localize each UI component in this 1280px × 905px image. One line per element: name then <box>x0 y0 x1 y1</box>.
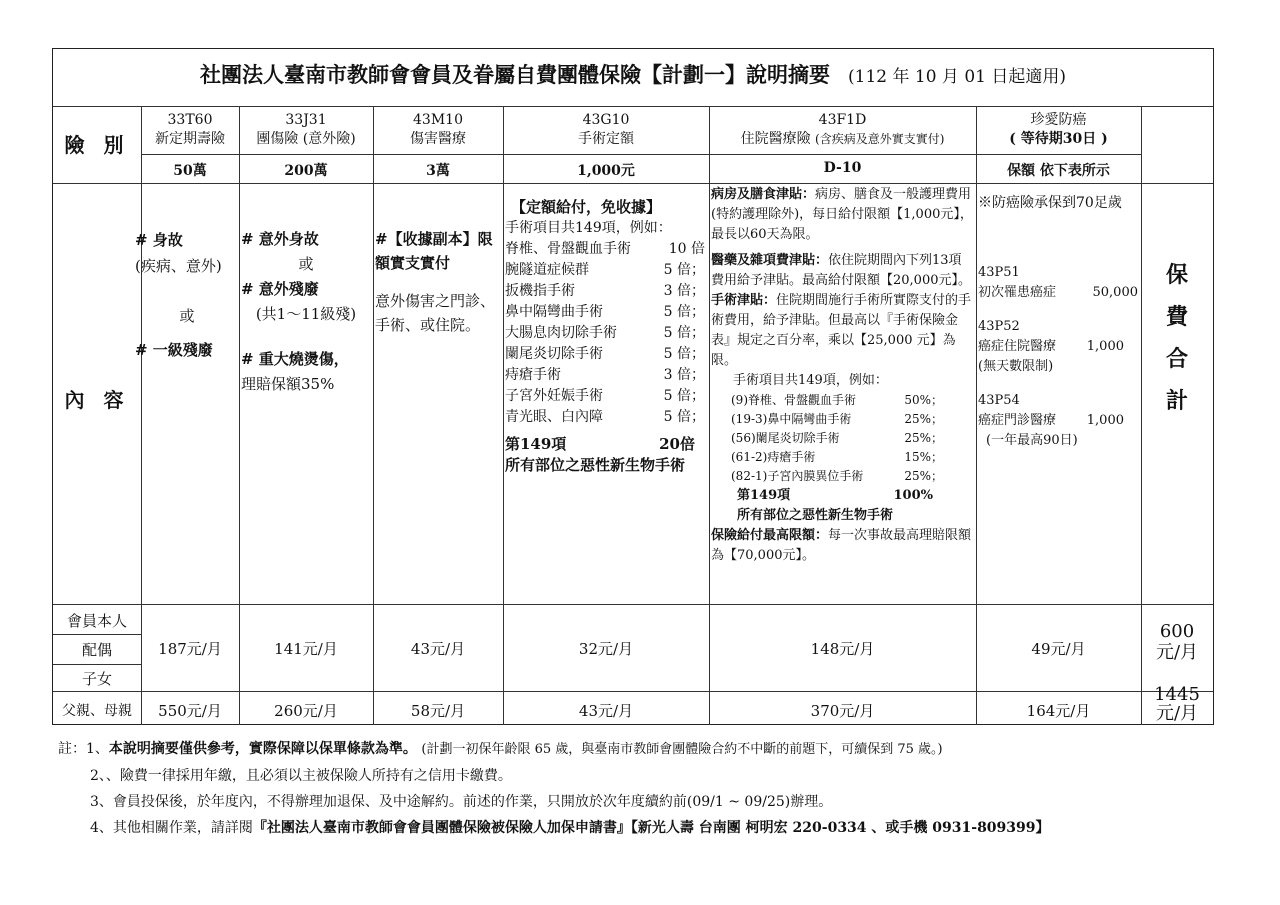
member-price-43m10: 43元/月 <box>410 640 466 658</box>
parent-label: 父親、母親 <box>62 703 132 719</box>
content-label: 內 容 <box>64 388 130 412</box>
member-price-43f1d: 148元/月 <box>810 640 875 658</box>
surgery-item: 腕隧道症候群 5 倍； <box>505 262 705 278</box>
amount-43m10: 3萬 <box>426 163 450 179</box>
member-price-33t60: 187元/月 <box>158 640 222 658</box>
column-header-33j31: 33J31 團傷險 (意外險) <box>256 112 356 147</box>
column-header-43m10: 43M10 傷害醫療 <box>410 112 466 147</box>
col3-content: #【收據副本】限額實支實付 意外傷害之門診、手術、或住院。 <box>375 230 496 334</box>
amount-33t60: 50萬 <box>173 163 207 179</box>
effective-date: (112 年 10 月 01 日起適用) <box>848 67 1066 87</box>
member-label-self: 會員本人 <box>66 612 127 630</box>
amount-cancer: 保額 依下表所示 <box>1007 163 1110 179</box>
surgery-item: 闌尾炎切除手術 5 倍； <box>505 346 705 362</box>
surgery-item: 子宮外妊娠手術 5 倍； <box>505 388 705 404</box>
col6-content: ※防癌險承保到70足歲 43P51 初次罹患癌症 50,000 43P52 癌症住院醫療 1,000 (無天數限制) 43P54 癌症門診醫療 1,000 (一年最高90日) <box>978 195 1138 448</box>
category-label: 險 別 <box>64 133 130 157</box>
total-label: 保 費 合 計 <box>1165 262 1188 414</box>
surgery-item: 青光眼、白內障 5 倍； <box>505 409 705 425</box>
note-1: 註：1、本說明摘要僅供參考，實際保障以保單條款為準。 (計劃一初保年齡限 65 歲，與臺南市教師會團體險合約不中斷的前題下，可續保到 75 歲。) <box>58 741 943 757</box>
surgery-item: 脊椎、骨盤觀血手術 10 倍 <box>505 241 705 257</box>
parent-price-33t60: 550元/月 <box>158 702 222 720</box>
member-total: 600 元/月 <box>1155 621 1199 663</box>
amount-43g10: 1,000元 <box>577 163 635 179</box>
amount-43f1d: D-10 <box>823 160 862 176</box>
member-label-spouse: 配偶 <box>81 641 112 659</box>
col1-content: # 身故 (疾病、意外) 或 # 一級殘廢 <box>135 231 222 359</box>
parent-price-43f1d: 370元/月 <box>810 702 875 720</box>
parent-total: 1445 元/月 <box>1154 684 1200 724</box>
note-2: 2、、險費一律採用年繳，且必須以主被保險人所持有之信用卡繳費。 <box>90 768 512 784</box>
member-price-cancer: 49元/月 <box>1031 640 1086 658</box>
amount-33j31: 200萬 <box>284 163 328 179</box>
page-title <box>53 59 1213 89</box>
member-label-children: 子女 <box>81 670 112 688</box>
column-header-cancer: 珍愛防癌 ( 等待期30日 ) <box>1009 112 1108 147</box>
member-price-43g10: 32元/月 <box>578 640 634 658</box>
parent-price-33j31: 260元/月 <box>274 702 338 720</box>
note-3: 3、會員投保後，於年度內，不得辦理加退保、及中途解約。前述的作業，只開放於次年度續約前(09/1 ~ 09/25)辦理。 <box>90 794 833 810</box>
surgery-item: 鼻中隔彎曲手術 5 倍； <box>505 304 705 320</box>
column-header-43g10: 43G10 手術定額 <box>578 112 634 147</box>
title-main: 社團法人臺南市教師會會員及眷屬自費團體保險【計劃一】說明摘要 <box>200 62 830 87</box>
parent-price-43g10: 43元/月 <box>578 702 634 720</box>
col2-content: # 意外身故 或 # 意外殘廢 (共1～11級殘) # 重大燒燙傷， 理賠保額35% <box>241 230 357 393</box>
insurance-summary-table <box>52 48 1214 725</box>
note-4: 4、其他相關作業，請詳閱『社團法人臺南市教師會會員團體保險被保險人加保申請書』【新光人壽 台南團 柯明宏 220-0334 、或手機 0931-809399】 <box>90 820 1050 836</box>
col5-content: 病房及膳食津貼：病房、膳食及一般護理費用(特約護理除外)，每日給付限額【1,000元】，最長以60天為限。 醫藥及雜項費津貼：依住院期間內下列13項費用給予津貼。最高給付限額【20,000元】。 手術津貼：住院期間施行手術所實際支付的手術費用，給予津貼。但最高以『手術保險金表』規定之百分率，乘以【25,000 元】為限。 手術項目共149項，例如： (9)脊椎、骨盤觀血手術 50%； (19-3)鼻中隔彎曲手術 25%； (56)闌尾炎切除手術 25%； (61-2)痔瘡手術 15%； (82-1)子宮內膜異位手術 25%； 第149項 100% 所有部位之惡性新生物手術 保險給付最高限額：每一次事故最高理賠限額為【70,000元】。 <box>711 187 973 563</box>
footnotes <box>58 736 1238 841</box>
parent-price-43m10: 58元/月 <box>410 702 466 720</box>
parent-price-cancer: 164元/月 <box>1026 702 1091 720</box>
col4-content: 【定額給付，免收據】 手術項目共149項，例如： 脊椎、骨盤觀血手術 10 倍 腕隧道症候群 5 倍； 扳機指手術 3 倍； 鼻中隔彎曲手術 5 倍； 大腸息肉切除手術 5 倍； 闌尾炎切除手術 5 倍； 痔瘡手術 3 倍； 子宮外妊娠手術 5 倍； 青光眼、白內障 5 倍； 第149項 20倍 所有部位之惡性新生物手術 <box>505 198 705 474</box>
surgery-item: 扳機指手術 3 倍； <box>505 283 705 299</box>
surgery-item: 痔瘡手術 3 倍； <box>505 367 705 383</box>
surgery-item: 大腸息肉切除手術 5 倍； <box>505 325 705 341</box>
column-header-43f1d: 43F1D 住院醫療險 (含疾病及意外實支實付) <box>740 112 945 147</box>
column-header-33t60: 33T60 新定期壽險 <box>155 112 225 147</box>
member-price-33j31: 141元/月 <box>274 640 338 658</box>
